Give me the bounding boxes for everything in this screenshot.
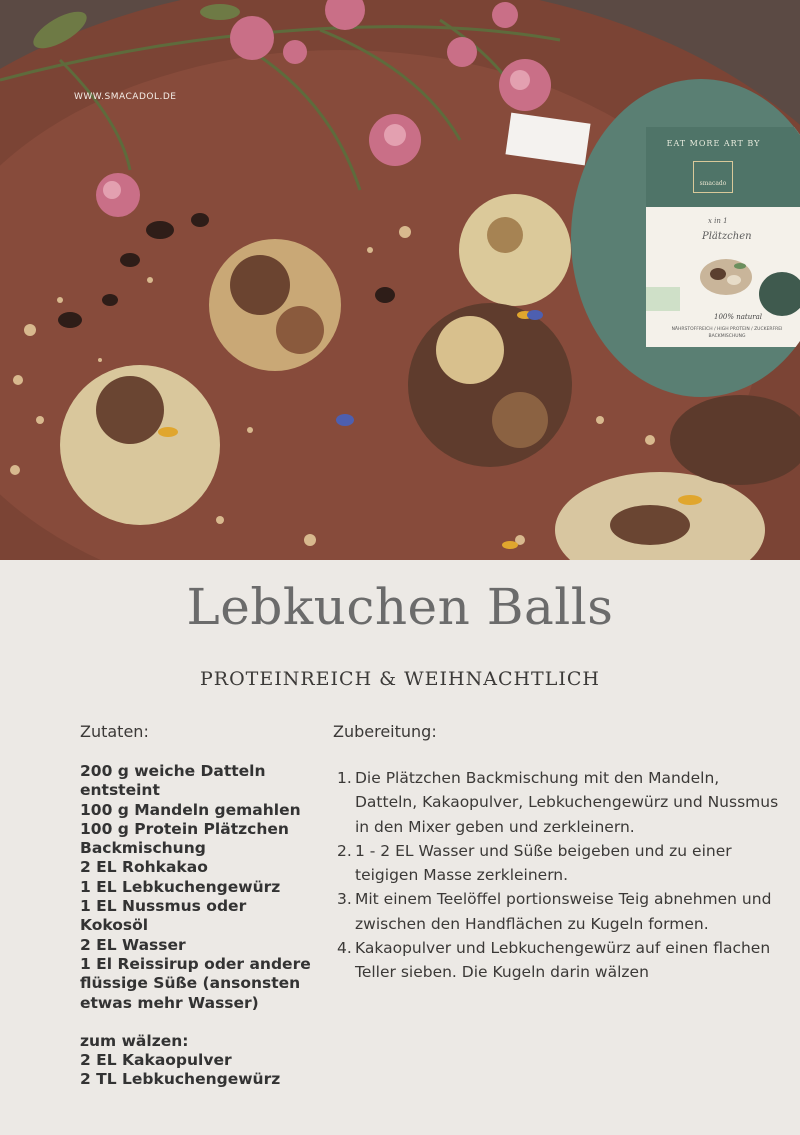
ingredients-heading: Zutaten: bbox=[80, 722, 149, 741]
coating-line: 2 EL Kakaopulver bbox=[80, 1051, 232, 1070]
recipe-photo bbox=[0, 0, 800, 560]
ingredient-spacer bbox=[80, 1013, 315, 1032]
step-text: 1 - 2 EL Wasser und Süße beigeben und zu einer teigigen Masse zerkleinern. bbox=[355, 841, 732, 885]
ingredient-line: 100 g Mandeln gemahlen bbox=[80, 800, 301, 819]
step-number: 2. bbox=[337, 841, 352, 860]
package-description-2: BACKMISCHUNG bbox=[708, 334, 746, 339]
website-watermark: WWW.SMACADOL.DE bbox=[74, 92, 177, 102]
ingredient-line: Kokosöl bbox=[80, 916, 149, 935]
recipe-subtitle: PROTEINREICH & WEIHNACHTLICH bbox=[200, 668, 600, 690]
brand-logo: smacado bbox=[693, 161, 733, 193]
ingredient-line: Backmischung bbox=[80, 839, 206, 858]
ingredient-line: 1 El Reissirup oder andere bbox=[80, 954, 311, 973]
step-number: 1. bbox=[337, 769, 352, 787]
step-text: Kakaopulver und Lebkuchengewürz auf einen flachen Teller sieben. Die Kugeln darin wälzen bbox=[355, 939, 771, 982]
step-number: 3. bbox=[337, 890, 352, 909]
step-text: Mit einem Teelöffel portionsweise Teig abnehmen und zwischen den Handflächen zu Kugeln formen. bbox=[355, 890, 772, 933]
step-item bbox=[337, 839, 782, 888]
coating-heading: zum wälzen: bbox=[80, 1031, 189, 1050]
package-count: x in 1 bbox=[708, 217, 728, 225]
ingredients-list bbox=[80, 762, 315, 1090]
ingredient-line: 2 EL Rohkakao bbox=[80, 858, 208, 877]
step-item bbox=[337, 766, 782, 839]
ingredient-line: etwas mehr Wasser) bbox=[80, 993, 259, 1012]
coating-line: 2 TL Lebkuchengewürz bbox=[80, 1070, 281, 1089]
package-natural-label: 100% natural bbox=[714, 313, 762, 321]
step-text: Die Plätzchen Backmischung mit den Mandeln, Datteln, Kakaopulver, Lebkuchengewürz und Nussmus in den Mixer geben und zerkleinern. bbox=[355, 769, 779, 836]
step-number: 4. bbox=[337, 939, 352, 958]
preparation-heading: Zubereitung: bbox=[333, 722, 437, 741]
preparation-steps bbox=[337, 766, 782, 985]
package-description: NÄHRSTOFFREICH / HIGH PROTEIN / ZUCKERFREI bbox=[671, 327, 783, 332]
ingredient-line: 200 g weiche Datteln bbox=[80, 762, 266, 780]
package-tagline: EAT MORE ART BY bbox=[666, 139, 761, 148]
recipe-title: Lebkuchen Balls bbox=[186, 578, 614, 636]
ingredient-line: 100 g Protein Plätzchen bbox=[80, 819, 289, 838]
package-badge bbox=[646, 287, 680, 311]
ingredient-line: entsteint bbox=[80, 781, 160, 800]
package-seal bbox=[759, 272, 800, 316]
ingredient-line: 1 EL Lebkuchengewürz bbox=[80, 877, 281, 896]
step-item bbox=[337, 887, 782, 936]
ingredient-line: flüssige Süße (ansonsten bbox=[80, 974, 301, 993]
package-header bbox=[646, 127, 800, 207]
cookie-illustration bbox=[696, 252, 756, 302]
ingredient-line: 2 EL Wasser bbox=[80, 935, 186, 954]
step-item bbox=[337, 936, 782, 985]
package-product-name: Plätzchen bbox=[702, 231, 752, 242]
ingredient-line: 1 EL Nussmus oder bbox=[80, 897, 247, 916]
